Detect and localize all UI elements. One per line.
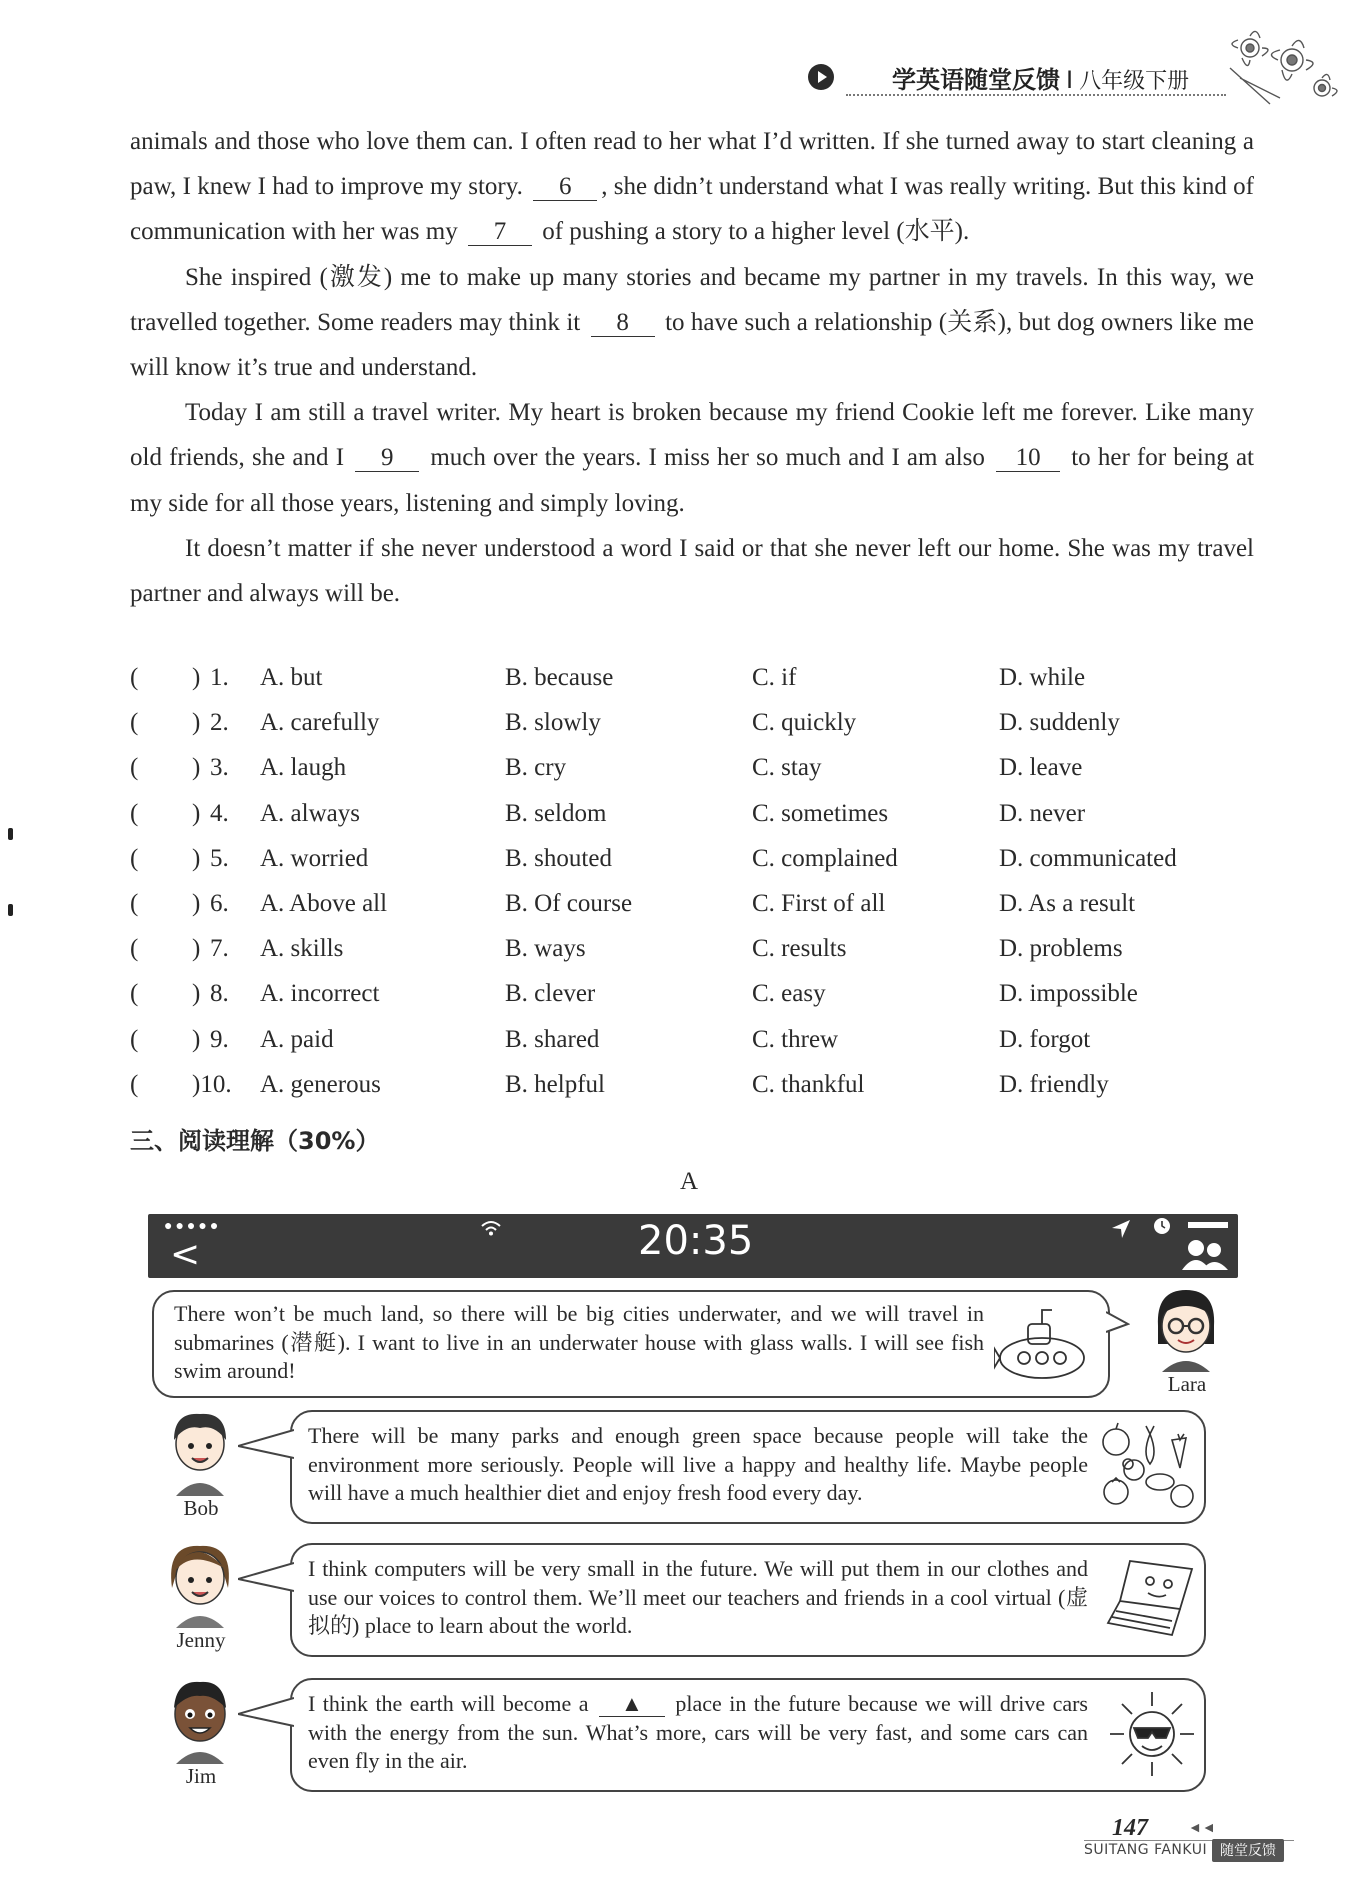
passage-text: to have such a relationship (关系), but dog owners like me will know it’s true and understand. bbox=[130, 308, 1254, 382]
option-c: C. complained bbox=[752, 844, 898, 872]
passage-text: much over the years. I miss her so much and I am also bbox=[423, 444, 993, 472]
jim-text-after: place in the future because we will drive cars with the energy from the sun. What’s more, cars will be very fast, and some cars can even fly in the air. bbox=[308, 1691, 1088, 1773]
avatar-jenny bbox=[162, 1538, 238, 1628]
page-header bbox=[808, 58, 1288, 98]
cloze-blank: 9 bbox=[355, 445, 419, 472]
option-d: D. leave bbox=[999, 754, 1083, 782]
option-a: A. always bbox=[260, 799, 360, 827]
option-row bbox=[130, 890, 1254, 935]
speech-bubble-lara bbox=[152, 1290, 1110, 1398]
bubble-tail bbox=[1106, 1310, 1130, 1334]
option-b: B. shouted bbox=[505, 844, 612, 872]
answer-paren-close[interactable]: ) bbox=[192, 709, 201, 737]
jim-name: Jim bbox=[185, 1764, 217, 1788]
phone-status-bar bbox=[148, 1214, 1238, 1278]
option-a: A. paid bbox=[260, 1025, 334, 1053]
option-b: B. slowly bbox=[505, 709, 601, 737]
option-d: D. forgot bbox=[999, 1025, 1091, 1053]
jim-text-before: I think the earth will become a bbox=[308, 1691, 596, 1716]
avatar-bob bbox=[162, 1406, 238, 1496]
question-number: 5. bbox=[210, 844, 229, 872]
book-title-text: 学英语随堂反馈 bbox=[892, 66, 1060, 94]
passage-paragraph bbox=[130, 390, 1254, 526]
passage-paragraph bbox=[130, 119, 1254, 255]
location-arrow-icon bbox=[1110, 1218, 1132, 1240]
option-b: B. helpful bbox=[505, 1070, 605, 1098]
option-d: D. while bbox=[999, 664, 1086, 691]
avatar-lara bbox=[1148, 1284, 1224, 1374]
passage-text: animals and those who love them can. I often read to her what I’d written. If she turned away to start cleaning a paw, I knew I had to improve my story. bbox=[130, 128, 1254, 201]
option-d: D. communicated bbox=[999, 844, 1177, 872]
option-c: C. easy bbox=[752, 980, 826, 1008]
answer-paren-open[interactable]: ( bbox=[130, 1025, 139, 1053]
margin-mark bbox=[8, 828, 13, 840]
option-d: D. problems bbox=[999, 935, 1123, 963]
passage-text: It doesn’t matter if she never understood a word I said or that she never left our home. She was my travel partner and always will be. bbox=[130, 534, 1254, 608]
answer-paren-close[interactable]: ) bbox=[192, 889, 201, 917]
option-row bbox=[130, 800, 1254, 845]
answer-paren-close[interactable]: ) bbox=[192, 1025, 201, 1053]
option-c: C. First of all bbox=[752, 889, 886, 917]
cloze-blank: 10 bbox=[996, 445, 1060, 472]
answer-paren-open[interactable]: ( bbox=[130, 709, 139, 737]
page-number: 147 bbox=[1112, 1815, 1148, 1841]
answer-paren-close[interactable]: ) bbox=[192, 844, 201, 872]
option-c: C. quickly bbox=[752, 709, 857, 737]
clock-time: 20:35 bbox=[638, 1218, 754, 1264]
passage-text: Today I am still a travel writer. My heart is broken because my friend Cookie left me forever. Like many old friends, she and I bbox=[130, 399, 1254, 472]
option-c: C. threw bbox=[752, 1025, 839, 1053]
answer-paren-open[interactable]: ( bbox=[130, 889, 139, 917]
answer-paren-close[interactable]: ) bbox=[192, 935, 201, 963]
option-b: B. clever bbox=[505, 980, 596, 1008]
answer-paren-close[interactable]: ) bbox=[192, 980, 201, 1008]
answer-paren-open[interactable]: ( bbox=[130, 754, 139, 782]
alarm-clock-icon bbox=[1152, 1216, 1172, 1236]
footer-brand: SUITANG FANKUI bbox=[1084, 1842, 1208, 1858]
grade-label: 八年级下册 bbox=[1079, 69, 1190, 94]
signal-dots-icon: ●●●●● bbox=[164, 1219, 222, 1234]
submarine-icon bbox=[994, 1300, 1092, 1390]
option-b: B. ways bbox=[505, 935, 586, 963]
answer-paren-close[interactable]: ) bbox=[192, 754, 201, 782]
answer-paren-close[interactable]: ) bbox=[192, 664, 201, 691]
cloze-blank: 6 bbox=[533, 174, 597, 201]
lara-name: Lara bbox=[1167, 1372, 1207, 1396]
question-number: 6. bbox=[210, 889, 229, 917]
part-label: A bbox=[680, 1168, 699, 1195]
title-separator: I bbox=[1066, 66, 1074, 94]
contacts-icon bbox=[1178, 1220, 1232, 1272]
answer-paren-close[interactable]: )10. bbox=[192, 1070, 232, 1098]
option-a: A. worried bbox=[260, 844, 369, 872]
vegetables-icon bbox=[1098, 1420, 1198, 1510]
option-row bbox=[130, 980, 1254, 1025]
option-b: B. shared bbox=[505, 1025, 600, 1053]
answer-paren-close[interactable]: ) bbox=[192, 799, 201, 827]
jim-text bbox=[308, 1690, 1088, 1776]
option-row bbox=[130, 1026, 1254, 1071]
option-d: D. suddenly bbox=[999, 709, 1120, 737]
option-b: B. seldom bbox=[505, 799, 607, 827]
option-c: C. results bbox=[752, 935, 847, 963]
lara-text: There won’t be much land, so there will be big cities underwater, and we will travel in submarines (潜艇). I want to live in an underwater house with glass walls. I will see fish swim around! bbox=[174, 1301, 984, 1383]
passage-text: of pushing a story to a higher level (水平). bbox=[535, 218, 970, 246]
answer-paren-open[interactable]: ( bbox=[130, 980, 139, 1008]
option-a: A. generous bbox=[260, 1070, 381, 1098]
play-icon bbox=[808, 64, 834, 90]
option-row bbox=[130, 1071, 1254, 1116]
question-number: 9. bbox=[210, 1025, 229, 1053]
back-arrow-icon: < bbox=[170, 1234, 201, 1275]
answer-paren-open[interactable]: ( bbox=[130, 844, 139, 872]
footer-tag: 随堂反馈 bbox=[1212, 1839, 1284, 1862]
jenny-text: I think computers will be very small in the future. We will put them in our clothes and use our voices to control them. We’ll meet our teachers and friends in a cool virtual (虚拟的) place to learn about the world. bbox=[308, 1556, 1088, 1638]
avatar-jim bbox=[162, 1674, 238, 1764]
speech-bubble-jim bbox=[290, 1678, 1206, 1792]
bubble-tail bbox=[238, 1694, 294, 1730]
margin-mark bbox=[8, 904, 13, 916]
option-d: D. never bbox=[999, 799, 1086, 827]
cloze-blank: 8 bbox=[591, 310, 655, 337]
option-c: C. stay bbox=[752, 754, 822, 782]
answer-blank: ▲ bbox=[599, 1692, 665, 1717]
answer-paren-open[interactable]: ( bbox=[130, 935, 139, 963]
question-number: 3. bbox=[210, 754, 229, 782]
option-a: A. but bbox=[260, 664, 323, 691]
speech-bubble-jenny bbox=[290, 1543, 1206, 1657]
option-a: A. incorrect bbox=[260, 980, 380, 1008]
bob-name: Bob bbox=[183, 1496, 219, 1520]
question-number: 4. bbox=[210, 799, 229, 827]
answer-paren-open[interactable]: ( bbox=[130, 799, 139, 827]
cloze-blank: 7 bbox=[468, 219, 532, 246]
option-d: D. As a result bbox=[999, 889, 1136, 917]
option-a: A. carefully bbox=[260, 709, 380, 737]
wifi-icon bbox=[480, 1220, 502, 1236]
answer-paren-open[interactable]: ( bbox=[130, 664, 139, 691]
passage-text: to her for being at my side for all those years, listening and simply loving. bbox=[130, 444, 1254, 517]
footer-arrows-icon: ◄◄ bbox=[1188, 1821, 1216, 1836]
question-number: 1. bbox=[210, 664, 229, 691]
passage-paragraph bbox=[130, 526, 1254, 616]
question-number: 7. bbox=[210, 935, 229, 963]
option-row bbox=[130, 709, 1254, 754]
option-c: C. sometimes bbox=[752, 799, 889, 827]
question-number: 2. bbox=[210, 709, 229, 737]
jenny-name: Jenny bbox=[176, 1628, 226, 1652]
bubble-tail bbox=[238, 1426, 294, 1462]
answer-paren-open[interactable]: ( bbox=[130, 1070, 139, 1098]
passage-paragraph bbox=[130, 255, 1254, 391]
cloze-passage bbox=[130, 119, 1254, 616]
bubble-tail bbox=[238, 1559, 294, 1595]
option-b: B. cry bbox=[505, 754, 567, 782]
option-row bbox=[130, 754, 1254, 799]
option-b: B. because bbox=[505, 664, 614, 691]
option-d: D. friendly bbox=[999, 1070, 1109, 1098]
option-c: C. if bbox=[752, 664, 797, 691]
passage-text: She inspired (激发) me to make up many stories and became my partner in my travels. In this way, we travelled together. Some readers may think it bbox=[130, 263, 1254, 336]
question-number: 8. bbox=[210, 980, 229, 1008]
speech-bubble-bob bbox=[290, 1410, 1206, 1524]
option-a: A. laugh bbox=[260, 754, 347, 782]
option-row bbox=[130, 935, 1254, 980]
bob-text: There will be many parks and enough green space because people will take the environment more seriously. People will live a happy and healthy life. Maybe people will have a much healthier diet and enjoy fresh food every day. bbox=[308, 1423, 1088, 1505]
option-row bbox=[130, 845, 1254, 890]
cloze-options bbox=[130, 664, 1254, 1116]
sun-icon bbox=[1100, 1688, 1200, 1778]
option-d: D. impossible bbox=[999, 980, 1138, 1008]
laptop-icon bbox=[1100, 1551, 1200, 1641]
book-title bbox=[892, 60, 1189, 95]
option-a: A. skills bbox=[260, 935, 344, 963]
section-title: 三、阅读理解（30%） bbox=[130, 1127, 380, 1155]
passage-text: , she didn’t understand what I was really writing. But this kind of communication with her was my bbox=[130, 173, 1254, 246]
option-c: C. thankful bbox=[752, 1070, 865, 1098]
flower-decoration-icon bbox=[1220, 18, 1345, 108]
option-b: B. Of course bbox=[505, 889, 633, 917]
option-a: A. Above all bbox=[260, 889, 388, 917]
option-row bbox=[130, 664, 1254, 709]
